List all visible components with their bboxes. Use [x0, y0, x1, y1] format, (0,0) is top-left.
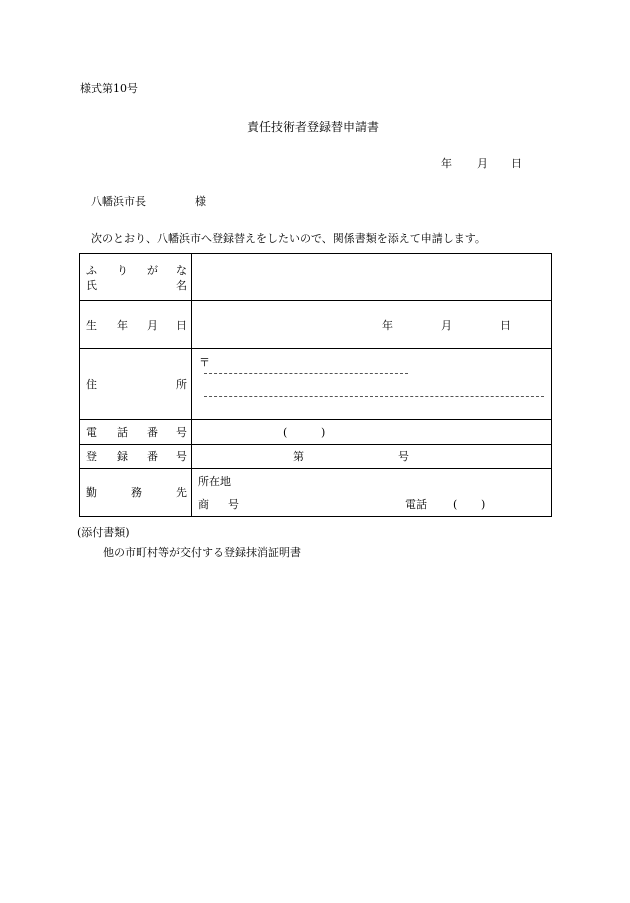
- workplace-field[interactable]: [192, 469, 551, 516]
- intro-text: 次のとおり、八幡浜市へ登録替えをしたいので、関係書類を添えて申請します。: [91, 232, 486, 245]
- name-value-field[interactable]: [192, 254, 551, 300]
- birth-month-label: 月: [441, 319, 452, 332]
- postal-dashed-line: [204, 373, 408, 374]
- reg-prefix: 第: [293, 450, 304, 463]
- date-year-label: 年: [441, 157, 452, 170]
- attachments-item: 他の市町村等が交付する登録抹消証明書: [103, 546, 301, 559]
- address-dashed-line: [204, 396, 544, 397]
- date-day-label: 日: [511, 157, 522, 170]
- workplace-phone-label: 電話: [405, 498, 427, 511]
- table-border-right: [551, 253, 552, 517]
- reg-suffix: 号: [398, 450, 409, 463]
- birth-day-label: 日: [500, 319, 511, 332]
- registration-number-field[interactable]: [192, 445, 551, 468]
- address-field[interactable]: [192, 349, 551, 419]
- document-title: 責任技術者登録替申請書: [247, 120, 380, 134]
- workplace-location-label: 所在地: [198, 475, 231, 488]
- table-border-bottom: [79, 516, 552, 517]
- form-number: 様式第10号: [80, 82, 138, 95]
- birthdate-field[interactable]: [192, 301, 551, 348]
- phone-paren-open: (: [283, 426, 288, 439]
- date-month-label: 月: [477, 157, 488, 170]
- attachments-heading: (添付書類): [77, 526, 130, 539]
- workplace-trade-char: 号: [228, 498, 239, 511]
- workplace-phone-paren-close: ): [481, 498, 486, 511]
- phone-field[interactable]: [192, 420, 551, 444]
- phone-paren-close: ): [321, 426, 326, 439]
- postal-mark: 〒: [199, 356, 210, 369]
- workplace-phone-paren-open: (: [453, 498, 458, 511]
- birth-year-label: 年: [382, 319, 393, 332]
- addressee-honorific: 様: [195, 195, 206, 208]
- application-table: ふ り が な 氏 名 生 年 月 日 年 月 日 住 所 〒 電 話 番 号 ( ) 登 録 番 号 第 号 勤 務 先 所在地 商 号 電話 ( ): [79, 253, 552, 517]
- table-border-left: [79, 253, 80, 517]
- addressee-name: 八幡浜市長: [91, 195, 146, 208]
- workplace-trade-char: 商: [198, 498, 209, 511]
